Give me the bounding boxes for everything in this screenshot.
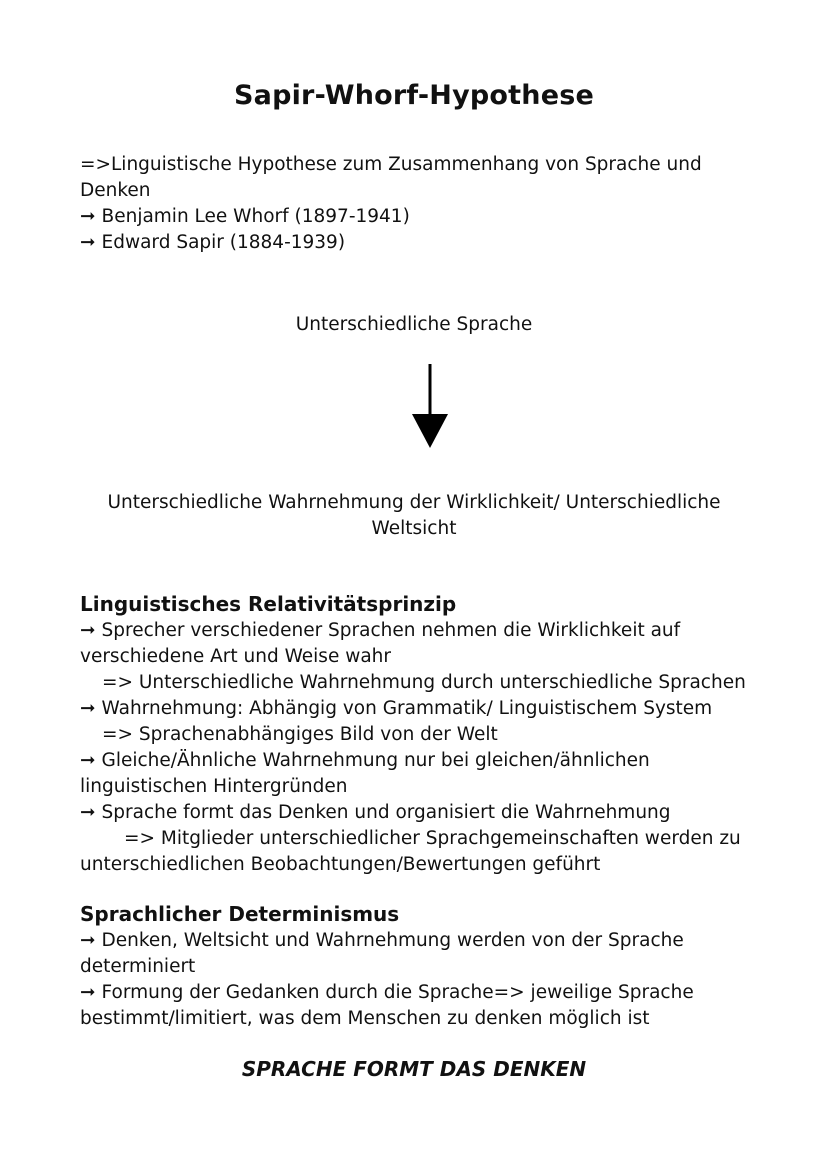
right-arrow-icon: ➞ (80, 620, 96, 641)
relativity-point-2 (80, 696, 770, 722)
relativity-point-4 (80, 800, 770, 826)
relativity-point-4-text: Sprache formt das Denken und organisiert die Wahrnehmung (101, 802, 671, 823)
down-arrow-head (412, 414, 448, 448)
relativity-point-3 (80, 748, 770, 800)
right-arrow-icon: ➞ (80, 750, 96, 771)
closing-statement: SPRACHE FORMT DAS DENKEN (241, 1057, 587, 1081)
relativity-point-3-text: Gleiche/Ähnliche Wahrnehmung nur bei gleichen/ähnlichen linguistischen Hintergründen (80, 750, 650, 797)
relativity-point-4-sub: => Mitglieder unterschiedlicher Sprachgemeinschaften werden zu unterschiedlichen Beobachtungen/Bewertungen geführt (80, 828, 741, 875)
right-arrow-icon: ➞ (80, 802, 96, 823)
relativity-point-1 (80, 618, 770, 670)
section-relativity-heading: Linguistisches Relativitätsprinzip (80, 592, 457, 616)
intro-item-whorf-text: Benjamin Lee Whorf (1897-1941) (101, 206, 410, 227)
diagram-bottom-label: Unterschiedliche Wahrnehmung der Wirklichkeit/ Unterschiedliche Weltsicht (107, 492, 721, 539)
relativity-point-2-text: Wahrnehmung: Abhängig von Grammatik/ Linguistischem System (101, 698, 713, 719)
section-determinism-heading: Sprachlicher Determinismus (80, 902, 400, 926)
section-relativity (80, 590, 770, 878)
determinism-point-2 (80, 980, 770, 1032)
intro-definition: =>Linguistische Hypothese zum Zusammenhang von Sprache und Denken (80, 154, 702, 201)
determinism-point-2-text: Formung der Gedanken durch die Sprache=> jeweilige Sprache bestimmt/limitiert, was dem Menschen zu denken möglich ist (80, 982, 694, 1029)
intro-block (80, 152, 760, 256)
right-arrow-icon: ➞ (80, 232, 96, 253)
right-arrow-icon: ➞ (80, 206, 96, 227)
right-arrow-icon: ➞ (80, 982, 96, 1003)
intro-item-whorf (80, 204, 760, 230)
page-title: Sapir-Whorf-Hypothese (234, 80, 594, 111)
right-arrow-icon: ➞ (80, 698, 96, 719)
relativity-point-1-text: Sprecher verschiedener Sprachen nehmen die Wirklichkeit auf verschiedene Art und Weise wahr (80, 620, 681, 667)
section-determinism (80, 900, 770, 1032)
relativity-point-1-sub: => Unterschiedliche Wahrnehmung durch unterschiedliche Sprachen (102, 672, 746, 693)
relativity-point-2-sub: => Sprachenabhängiges Bild von der Welt (102, 724, 498, 745)
right-arrow-icon: ➞ (80, 930, 96, 951)
intro-item-sapir (80, 230, 760, 256)
intro-item-sapir-text: Edward Sapir (1884-1939) (101, 232, 346, 253)
determinism-point-1 (80, 928, 770, 980)
determinism-point-1-text: Denken, Weltsicht und Wahrnehmung werden von der Sprache determiniert (80, 930, 684, 977)
diagram-top-label: Unterschiedliche Sprache (295, 314, 533, 335)
down-arrow-icon (410, 364, 450, 450)
